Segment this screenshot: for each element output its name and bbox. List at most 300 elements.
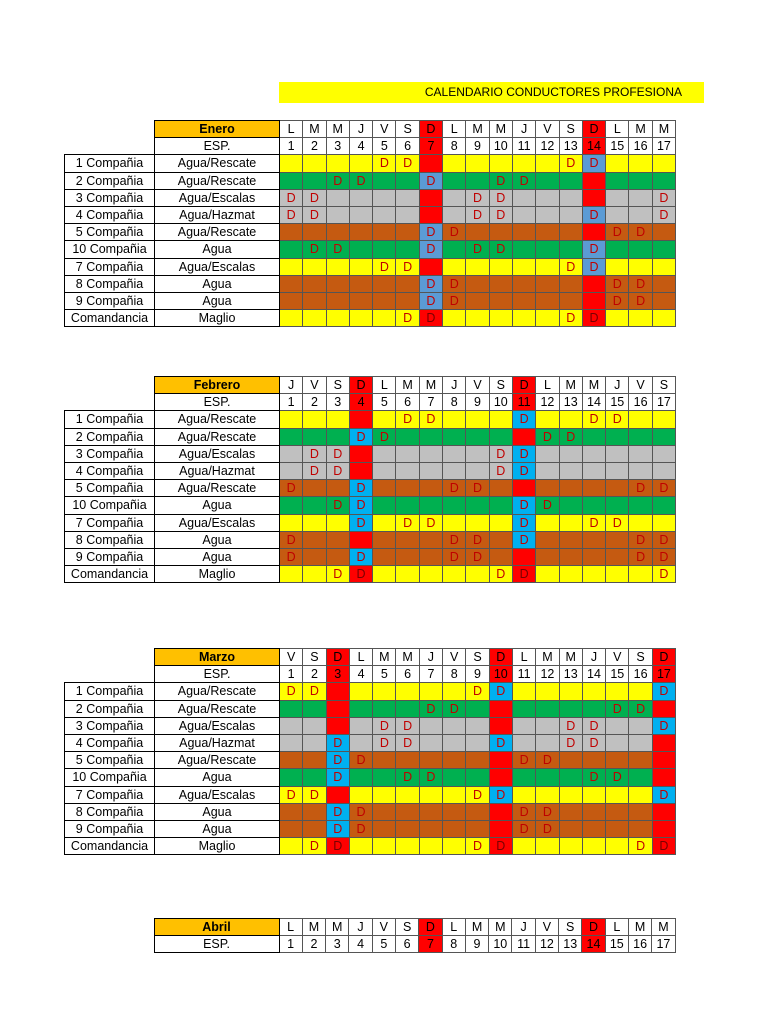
shift-cell[interactable] [280, 514, 303, 531]
shift-cell[interactable] [373, 224, 396, 241]
shift-cell[interactable] [559, 700, 582, 717]
shift-cell[interactable]: D [280, 206, 303, 223]
shift-cell[interactable] [280, 497, 303, 514]
shift-cell[interactable] [396, 700, 419, 717]
shift-cell[interactable] [466, 752, 489, 769]
shift-cell[interactable]: D [489, 189, 512, 206]
shift-cell[interactable] [606, 241, 629, 258]
shift-cell[interactable]: D [303, 206, 326, 223]
shift-cell[interactable] [326, 700, 349, 717]
shift-cell[interactable] [373, 838, 396, 855]
shift-cell[interactable]: D [536, 752, 559, 769]
specialty[interactable]: Maglio [155, 838, 280, 855]
company-name[interactable]: 4 Compañia [65, 734, 155, 751]
shift-cell[interactable]: D [536, 820, 559, 837]
shift-cell[interactable] [606, 428, 629, 445]
shift-cell[interactable] [443, 514, 466, 531]
shift-cell[interactable] [466, 717, 489, 734]
company-name[interactable]: 5 Compañia [65, 224, 155, 241]
shift-cell[interactable] [466, 803, 489, 820]
shift-cell[interactable] [512, 310, 535, 327]
shift-cell[interactable] [326, 224, 349, 241]
shift-cell[interactable]: D [373, 155, 396, 172]
company-name[interactable]: 1 Compañia [65, 683, 155, 700]
shift-cell[interactable]: D [559, 717, 582, 734]
shift-cell[interactable] [582, 224, 605, 241]
shift-cell[interactable] [582, 189, 605, 206]
shift-cell[interactable] [652, 172, 675, 189]
shift-cell[interactable] [582, 786, 605, 803]
shift-cell[interactable] [606, 548, 629, 565]
specialty[interactable]: Agua [155, 241, 280, 258]
shift-cell[interactable] [373, 803, 396, 820]
shift-cell[interactable] [512, 786, 535, 803]
shift-cell[interactable] [536, 700, 559, 717]
specialty[interactable]: Agua/Rescate [155, 683, 280, 700]
shift-cell[interactable] [466, 224, 489, 241]
shift-cell[interactable] [466, 428, 489, 445]
shift-cell[interactable] [652, 803, 675, 820]
shift-cell[interactable] [303, 275, 326, 292]
shift-cell[interactable] [443, 241, 466, 258]
shift-cell[interactable] [349, 734, 372, 751]
shift-cell[interactable] [582, 700, 605, 717]
shift-cell[interactable] [466, 445, 489, 462]
company-name[interactable]: 8 Compañia [65, 531, 155, 548]
shift-cell[interactable]: D [443, 548, 466, 565]
shift-cell[interactable] [373, 566, 396, 583]
shift-cell[interactable] [280, 752, 303, 769]
shift-cell[interactable]: D [606, 224, 629, 241]
shift-cell[interactable] [443, 206, 466, 223]
shift-cell[interactable] [443, 717, 466, 734]
shift-cell[interactable]: D [652, 548, 675, 565]
specialty[interactable]: Agua/Rescate [155, 172, 280, 189]
shift-cell[interactable] [559, 683, 582, 700]
shift-cell[interactable] [489, 717, 512, 734]
shift-cell[interactable]: D [652, 531, 675, 548]
shift-cell[interactable] [419, 752, 442, 769]
shift-cell[interactable] [349, 683, 372, 700]
shift-cell[interactable] [443, 769, 466, 786]
shift-cell[interactable]: D [326, 445, 349, 462]
shift-cell[interactable] [536, 224, 559, 241]
shift-cell[interactable] [280, 172, 303, 189]
shift-cell[interactable]: D [489, 734, 512, 751]
company-name[interactable]: 3 Compañia [65, 445, 155, 462]
shift-cell[interactable]: D [349, 172, 372, 189]
shift-cell[interactable]: D [443, 700, 466, 717]
specialty[interactable]: Maglio [155, 566, 280, 583]
shift-cell[interactable]: D [396, 514, 419, 531]
shift-cell[interactable]: D [582, 206, 605, 223]
shift-cell[interactable] [303, 428, 326, 445]
specialty[interactable]: Agua/Escalas [155, 189, 280, 206]
company-name[interactable]: 4 Compañia [65, 462, 155, 479]
shift-cell[interactable] [536, 155, 559, 172]
shift-cell[interactable] [373, 172, 396, 189]
shift-cell[interactable] [629, 189, 652, 206]
shift-cell[interactable] [536, 786, 559, 803]
shift-cell[interactable] [559, 445, 582, 462]
shift-cell[interactable] [536, 275, 559, 292]
shift-cell[interactable]: D [466, 786, 489, 803]
shift-cell[interactable] [652, 224, 675, 241]
shift-cell[interactable]: D [629, 480, 652, 497]
shift-cell[interactable] [512, 428, 535, 445]
shift-cell[interactable] [373, 752, 396, 769]
shift-cell[interactable]: D [606, 411, 629, 428]
shift-cell[interactable] [280, 700, 303, 717]
shift-cell[interactable] [373, 445, 396, 462]
shift-cell[interactable] [536, 241, 559, 258]
shift-cell[interactable] [489, 820, 512, 837]
shift-cell[interactable]: D [466, 531, 489, 548]
shift-cell[interactable] [466, 462, 489, 479]
specialty[interactable]: Agua/Rescate [155, 428, 280, 445]
shift-cell[interactable]: D [489, 683, 512, 700]
shift-cell[interactable] [629, 769, 652, 786]
shift-cell[interactable] [326, 514, 349, 531]
shift-cell[interactable] [373, 411, 396, 428]
shift-cell[interactable] [582, 566, 605, 583]
specialty[interactable]: Agua [155, 769, 280, 786]
shift-cell[interactable] [559, 206, 582, 223]
shift-cell[interactable] [536, 292, 559, 309]
shift-cell[interactable]: D [489, 206, 512, 223]
specialty[interactable]: Agua/Escalas [155, 786, 280, 803]
shift-cell[interactable] [419, 566, 442, 583]
shift-cell[interactable] [373, 206, 396, 223]
shift-cell[interactable] [512, 734, 535, 751]
shift-cell[interactable]: D [303, 683, 326, 700]
shift-cell[interactable] [606, 786, 629, 803]
shift-cell[interactable] [466, 292, 489, 309]
shift-cell[interactable] [443, 566, 466, 583]
shift-cell[interactable] [536, 206, 559, 223]
shift-cell[interactable] [489, 155, 512, 172]
shift-cell[interactable]: D [419, 769, 442, 786]
shift-cell[interactable] [303, 514, 326, 531]
shift-cell[interactable] [280, 411, 303, 428]
shift-cell[interactable] [280, 462, 303, 479]
shift-cell[interactable] [303, 292, 326, 309]
shift-cell[interactable]: D [489, 838, 512, 855]
shift-cell[interactable] [489, 548, 512, 565]
shift-cell[interactable] [303, 531, 326, 548]
shift-cell[interactable] [559, 497, 582, 514]
shift-cell[interactable]: D [606, 769, 629, 786]
shift-cell[interactable]: D [419, 292, 442, 309]
shift-cell[interactable]: D [629, 548, 652, 565]
shift-cell[interactable] [443, 734, 466, 751]
shift-cell[interactable] [466, 310, 489, 327]
shift-cell[interactable]: D [349, 820, 372, 837]
shift-cell[interactable] [326, 189, 349, 206]
shift-cell[interactable]: D [443, 292, 466, 309]
shift-cell[interactable] [396, 820, 419, 837]
specialty[interactable]: Agua/Rescate [155, 752, 280, 769]
company-name[interactable]: 5 Compañia [65, 752, 155, 769]
shift-cell[interactable] [652, 445, 675, 462]
shift-cell[interactable] [443, 752, 466, 769]
shift-cell[interactable] [652, 497, 675, 514]
shift-cell[interactable]: D [419, 275, 442, 292]
shift-cell[interactable] [559, 292, 582, 309]
shift-cell[interactable] [396, 224, 419, 241]
shift-cell[interactable] [536, 548, 559, 565]
shift-cell[interactable] [489, 224, 512, 241]
specialty[interactable]: Agua/Rescate [155, 155, 280, 172]
shift-cell[interactable]: D [280, 480, 303, 497]
shift-cell[interactable] [396, 428, 419, 445]
shift-cell[interactable] [559, 462, 582, 479]
shift-cell[interactable] [489, 310, 512, 327]
shift-cell[interactable]: D [419, 411, 442, 428]
shift-cell[interactable] [606, 480, 629, 497]
shift-cell[interactable] [489, 480, 512, 497]
shift-cell[interactable]: D [652, 838, 675, 855]
shift-cell[interactable] [559, 786, 582, 803]
shift-cell[interactable] [466, 700, 489, 717]
shift-cell[interactable]: D [606, 292, 629, 309]
shift-cell[interactable] [629, 428, 652, 445]
shift-cell[interactable]: D [280, 548, 303, 565]
shift-cell[interactable] [606, 189, 629, 206]
shift-cell[interactable] [559, 752, 582, 769]
shift-cell[interactable] [466, 258, 489, 275]
shift-cell[interactable] [396, 752, 419, 769]
shift-cell[interactable]: D [396, 411, 419, 428]
shift-cell[interactable] [443, 497, 466, 514]
shift-cell[interactable]: D [652, 566, 675, 583]
shift-cell[interactable]: D [303, 241, 326, 258]
shift-cell[interactable] [536, 838, 559, 855]
shift-cell[interactable] [536, 566, 559, 583]
shift-cell[interactable] [512, 700, 535, 717]
shift-cell[interactable] [582, 752, 605, 769]
shift-cell[interactable] [512, 769, 535, 786]
shift-cell[interactable] [419, 428, 442, 445]
company-name[interactable]: 7 Compañia [65, 786, 155, 803]
shift-cell[interactable] [629, 310, 652, 327]
shift-cell[interactable] [466, 411, 489, 428]
company-name[interactable]: 9 Compañia [65, 548, 155, 565]
shift-cell[interactable]: D [582, 769, 605, 786]
shift-cell[interactable] [652, 514, 675, 531]
shift-cell[interactable]: D [396, 769, 419, 786]
shift-cell[interactable] [303, 480, 326, 497]
shift-cell[interactable] [559, 480, 582, 497]
shift-cell[interactable] [512, 292, 535, 309]
shift-cell[interactable]: D [466, 189, 489, 206]
shift-cell[interactable]: D [280, 189, 303, 206]
shift-cell[interactable] [303, 497, 326, 514]
shift-cell[interactable] [419, 189, 442, 206]
shift-cell[interactable] [280, 838, 303, 855]
shift-cell[interactable]: D [652, 786, 675, 803]
shift-cell[interactable]: D [326, 734, 349, 751]
shift-cell[interactable] [489, 258, 512, 275]
shift-cell[interactable] [466, 566, 489, 583]
shift-cell[interactable] [349, 411, 372, 428]
shift-cell[interactable] [373, 497, 396, 514]
shift-cell[interactable] [419, 206, 442, 223]
shift-cell[interactable] [349, 769, 372, 786]
shift-cell[interactable] [559, 241, 582, 258]
shift-cell[interactable] [582, 292, 605, 309]
shift-cell[interactable] [512, 548, 535, 565]
shift-cell[interactable] [489, 752, 512, 769]
shift-cell[interactable] [419, 838, 442, 855]
shift-cell[interactable] [303, 734, 326, 751]
shift-cell[interactable] [606, 838, 629, 855]
shift-cell[interactable]: D [489, 566, 512, 583]
shift-cell[interactable] [396, 462, 419, 479]
shift-cell[interactable] [582, 531, 605, 548]
shift-cell[interactable] [443, 258, 466, 275]
shift-cell[interactable] [303, 548, 326, 565]
shift-cell[interactable] [280, 769, 303, 786]
shift-cell[interactable] [349, 838, 372, 855]
shift-cell[interactable]: D [582, 734, 605, 751]
shift-cell[interactable] [349, 717, 372, 734]
shift-cell[interactable] [559, 548, 582, 565]
shift-cell[interactable] [326, 480, 349, 497]
shift-cell[interactable] [629, 241, 652, 258]
specialty[interactable]: Agua [155, 292, 280, 309]
company-name[interactable]: 10 Compañia [65, 241, 155, 258]
shift-cell[interactable] [443, 310, 466, 327]
shift-cell[interactable] [280, 241, 303, 258]
shift-cell[interactable] [606, 258, 629, 275]
shift-cell[interactable] [349, 258, 372, 275]
shift-cell[interactable] [303, 172, 326, 189]
shift-cell[interactable] [349, 224, 372, 241]
shift-cell[interactable] [303, 769, 326, 786]
shift-cell[interactable] [512, 189, 535, 206]
shift-cell[interactable] [536, 531, 559, 548]
shift-cell[interactable] [443, 411, 466, 428]
shift-cell[interactable]: D [443, 531, 466, 548]
shift-cell[interactable] [419, 803, 442, 820]
shift-cell[interactable] [396, 480, 419, 497]
shift-cell[interactable]: D [606, 275, 629, 292]
shift-cell[interactable] [303, 803, 326, 820]
specialty[interactable]: Agua/Escalas [155, 258, 280, 275]
shift-cell[interactable] [606, 803, 629, 820]
shift-cell[interactable]: D [629, 531, 652, 548]
shift-cell[interactable] [419, 734, 442, 751]
shift-cell[interactable]: D [326, 241, 349, 258]
shift-cell[interactable]: D [349, 803, 372, 820]
shift-cell[interactable] [280, 820, 303, 837]
shift-cell[interactable] [349, 241, 372, 258]
company-name[interactable]: 10 Compañia [65, 769, 155, 786]
shift-cell[interactable] [582, 548, 605, 565]
shift-cell[interactable] [443, 428, 466, 445]
shift-cell[interactable] [536, 683, 559, 700]
shift-cell[interactable] [373, 275, 396, 292]
shift-cell[interactable] [349, 206, 372, 223]
shift-cell[interactable] [326, 292, 349, 309]
shift-cell[interactable] [629, 786, 652, 803]
shift-cell[interactable]: D [373, 734, 396, 751]
shift-cell[interactable] [582, 445, 605, 462]
shift-cell[interactable]: D [349, 497, 372, 514]
shift-cell[interactable] [536, 189, 559, 206]
shift-cell[interactable] [629, 258, 652, 275]
shift-cell[interactable] [582, 683, 605, 700]
shift-cell[interactable] [652, 428, 675, 445]
shift-cell[interactable] [559, 189, 582, 206]
shift-cell[interactable] [606, 310, 629, 327]
shift-cell[interactable]: D [559, 310, 582, 327]
shift-cell[interactable]: D [512, 566, 535, 583]
shift-cell[interactable] [606, 531, 629, 548]
shift-cell[interactable] [303, 224, 326, 241]
shift-cell[interactable]: D [652, 480, 675, 497]
shift-cell[interactable] [280, 258, 303, 275]
shift-cell[interactable] [443, 445, 466, 462]
shift-cell[interactable]: D [349, 566, 372, 583]
shift-cell[interactable] [606, 566, 629, 583]
shift-cell[interactable] [629, 411, 652, 428]
shift-cell[interactable] [606, 683, 629, 700]
shift-cell[interactable] [652, 820, 675, 837]
shift-cell[interactable] [489, 514, 512, 531]
shift-cell[interactable]: D [326, 838, 349, 855]
company-name[interactable]: 3 Compañia [65, 189, 155, 206]
shift-cell[interactable] [466, 734, 489, 751]
shift-cell[interactable]: D [489, 172, 512, 189]
specialty[interactable]: Agua/Rescate [155, 700, 280, 717]
shift-cell[interactable] [396, 531, 419, 548]
shift-cell[interactable]: D [466, 683, 489, 700]
shift-cell[interactable]: D [373, 717, 396, 734]
shift-cell[interactable]: D [303, 786, 326, 803]
shift-cell[interactable] [280, 717, 303, 734]
shift-cell[interactable] [559, 514, 582, 531]
shift-cell[interactable]: D [512, 445, 535, 462]
shift-cell[interactable] [349, 786, 372, 803]
shift-cell[interactable]: D [466, 838, 489, 855]
shift-cell[interactable] [582, 462, 605, 479]
shift-cell[interactable] [512, 241, 535, 258]
shift-cell[interactable] [466, 769, 489, 786]
shift-cell[interactable] [326, 683, 349, 700]
shift-cell[interactable]: D [512, 462, 535, 479]
shift-cell[interactable] [466, 155, 489, 172]
shift-cell[interactable] [373, 462, 396, 479]
shift-cell[interactable]: D [512, 411, 535, 428]
shift-cell[interactable] [582, 497, 605, 514]
shift-cell[interactable] [536, 514, 559, 531]
shift-cell[interactable]: D [466, 548, 489, 565]
shift-cell[interactable]: D [326, 497, 349, 514]
shift-cell[interactable] [582, 275, 605, 292]
specialty[interactable]: Agua [155, 497, 280, 514]
specialty[interactable]: Agua/Hazmat [155, 206, 280, 223]
shift-cell[interactable] [419, 531, 442, 548]
shift-cell[interactable] [489, 292, 512, 309]
shift-cell[interactable] [303, 717, 326, 734]
shift-cell[interactable] [326, 717, 349, 734]
shift-cell[interactable] [536, 734, 559, 751]
shift-cell[interactable] [652, 700, 675, 717]
shift-cell[interactable] [326, 548, 349, 565]
company-name[interactable]: 2 Compañia [65, 428, 155, 445]
